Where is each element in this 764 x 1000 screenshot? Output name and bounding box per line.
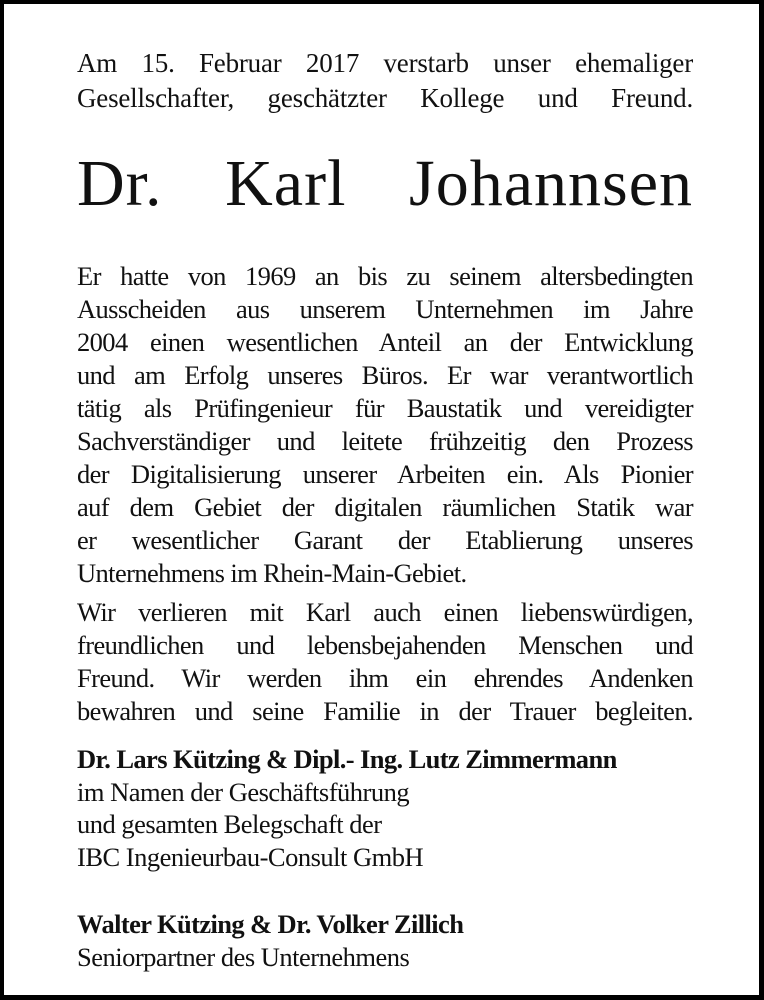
signature-line: Seniorpartner des Unternehmens [77,941,410,972]
paragraph-line: Ausscheiden aus unserem Unternehmen im Jahre [77,294,693,324]
deceased-name: Dr. Karl Johannsen [77,147,693,220]
signatory-names: Walter Kützing & Dr. Volker Zillich [77,909,464,939]
intro-text [77,46,693,116]
intro-line: Am 15. Februar 2017 verstarb unser ehemaliger [77,48,693,78]
biography-paragraph [77,260,693,590]
paragraph-line: Er hatte von 1969 an bis zu seinem altersbedingten [77,261,693,291]
signature-line: im Namen der Geschäftsführung [77,776,410,807]
paragraph-line: Freund. Wir werden ihm ein ehrendes Andenken [77,663,693,693]
company-name: IBC Ingenieurbau-Consult GmbH [77,841,424,872]
paragraph-line: bewahren und seine Familie in der Trauer begleiten. [77,696,693,726]
paragraph-line: Wir verlieren mit Karl auch einen liebenswürdigen, [77,597,693,627]
paragraph-line: Sachverständiger und leitete frühzeitig den Prozess [77,426,693,456]
intro-line: Gesellschafter, geschätzter Kollege und Freund. [77,83,693,113]
tribute-paragraph [77,596,693,728]
paragraph-line: auf dem Gebiet der digitalen räumlichen Statik war [77,492,693,522]
signatory-names: Dr. Lars Kützing & Dipl.- Ing. Lutz Zimmermann [77,744,617,774]
paragraph-line: der Digitalisierung unserer Arbeiten ein. Als Pionier [77,459,693,489]
paragraph-line: er wesentlicher Garant der Etablierung unseres [77,525,693,555]
paragraph-line: und am Erfolg unseres Büros. Er war verantwortlich [77,360,693,390]
signature-line: und gesamten Belegschaft der [77,809,382,839]
signature-management [77,743,617,873]
paragraph-line: Unternehmens im Rhein-Main-Gebiet. [77,558,467,588]
signature-senior-partners [77,908,463,973]
paragraph-line: 2004 einen wesentlichen Anteil an der Entwicklung [77,327,693,357]
paragraph-line: tätig als Prüfingenieur für Baustatik und vereidigter [77,393,693,423]
paragraph-line: freundlichen und lebensbejahenden Menschen und [77,630,693,660]
